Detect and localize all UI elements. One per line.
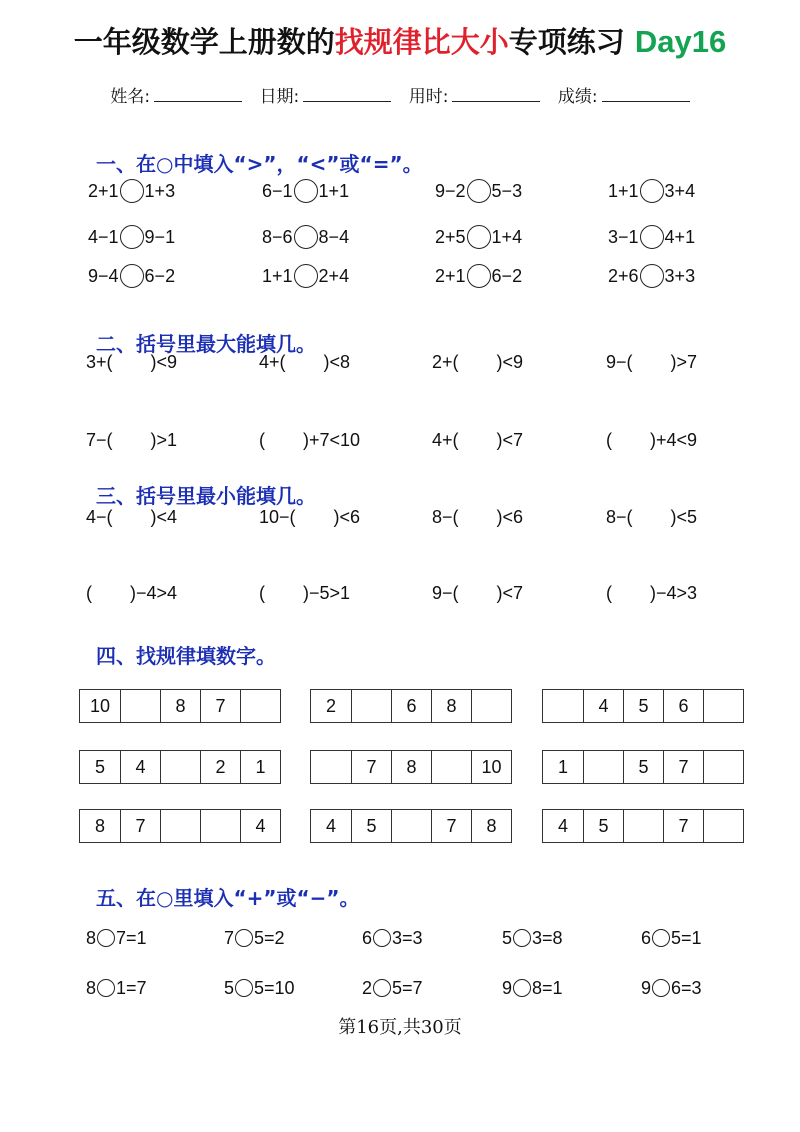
answer-circle[interactable] <box>120 179 144 203</box>
expression-before: ( <box>606 583 612 603</box>
operator-item <box>362 923 423 953</box>
operator-item <box>502 973 563 1003</box>
right-expression: 1+4 <box>491 227 523 247</box>
operator-circle[interactable] <box>652 979 670 997</box>
expression-before: 4+( <box>432 430 459 450</box>
number-sequence <box>542 809 744 843</box>
sequence-number-cell: 5 <box>623 751 663 783</box>
right-expression: 9−1 <box>144 227 176 247</box>
operator-circle[interactable] <box>373 929 391 947</box>
compare-item <box>88 261 175 291</box>
page-footer: 第16页,共30页 <box>338 1017 462 1038</box>
answer-circle[interactable] <box>640 264 664 288</box>
expression-before: ( <box>606 430 612 450</box>
expression-before: 10−( <box>259 507 296 527</box>
fill-in-item <box>432 502 523 532</box>
sequence-number-cell: 6 <box>663 690 703 722</box>
first-number: 5 <box>502 928 513 948</box>
left-expression: 4−1 <box>88 227 119 247</box>
expression-after: )−5>1 <box>303 583 351 603</box>
name-field[interactable]: 姓名: <box>110 87 242 107</box>
fill-in-item <box>432 578 523 608</box>
number-sequence <box>310 750 512 784</box>
expression-after: )−4>4 <box>130 583 178 603</box>
score-field[interactable]: 成绩: <box>558 87 690 107</box>
sequence-blank-cell[interactable] <box>471 690 511 722</box>
sequence-blank-cell[interactable] <box>703 751 743 783</box>
left-expression: 3−1 <box>608 227 639 247</box>
section-5-heading: 五、在○里填入“+”或“−”。 <box>96 886 360 910</box>
compare-item <box>435 176 522 206</box>
fill-in-item <box>432 347 523 377</box>
section-2-heading: 二、括号里最大能填几。 <box>96 332 316 356</box>
operator-circle[interactable] <box>235 929 253 947</box>
answer-circle[interactable] <box>467 264 491 288</box>
expression-after: )<9 <box>496 352 524 372</box>
section-3-heading: 三、括号里最小能填几。 <box>96 484 316 508</box>
first-number: 8 <box>86 978 97 998</box>
sequence-blank-cell[interactable] <box>120 690 160 722</box>
sequence-number-cell: 8 <box>391 751 431 783</box>
sequence-number-cell: 7 <box>351 751 391 783</box>
first-number: 6 <box>362 928 373 948</box>
first-number: 7 <box>224 928 235 948</box>
time-field[interactable]: 用时: <box>409 87 541 107</box>
compare-item <box>262 222 349 252</box>
sequence-number-cell: 4 <box>557 816 568 836</box>
operator-item <box>224 973 295 1003</box>
number-sequence <box>79 750 281 784</box>
first-number: 2 <box>362 978 373 998</box>
expression-after: )+4<9 <box>650 430 698 450</box>
sequence-blank-cell[interactable] <box>351 690 391 722</box>
equation-rest: 7=1 <box>116 928 147 948</box>
compare-item <box>435 222 522 252</box>
sequence-number-cell: 8 <box>160 690 200 722</box>
equation-rest: 5=1 <box>671 928 702 948</box>
expression-before: ( <box>86 583 92 603</box>
left-expression: 6−1 <box>262 181 293 201</box>
first-number: 6 <box>641 928 652 948</box>
first-number: 5 <box>224 978 235 998</box>
equation-rest: 6=3 <box>671 978 702 998</box>
expression-before: 9−( <box>432 583 459 603</box>
expression-before: 4−( <box>86 507 113 527</box>
answer-circle[interactable] <box>467 179 491 203</box>
title-highlight: 找规律比大小 <box>334 25 509 59</box>
answer-circle[interactable] <box>294 179 318 203</box>
right-expression: 3+4 <box>664 181 696 201</box>
sequence-number-cell: 7 <box>663 751 703 783</box>
operator-circle[interactable] <box>513 979 531 997</box>
left-expression: 2+1 <box>88 181 119 201</box>
sequence-blank-cell[interactable] <box>160 751 200 783</box>
expression-after: )<4 <box>150 507 178 527</box>
expression-before: 8−( <box>432 507 459 527</box>
sequence-number-cell: 5 <box>94 757 105 777</box>
sequence-blank-cell[interactable] <box>240 690 280 722</box>
expression-after: )+7<10 <box>303 430 361 450</box>
sequence-number-cell: 10 <box>89 696 111 716</box>
expression-before: 8−( <box>606 507 633 527</box>
sequence-number-cell: 7 <box>431 810 471 842</box>
number-sequence <box>79 689 281 723</box>
operator-circle[interactable] <box>97 929 115 947</box>
expression-before: 9−( <box>606 352 633 372</box>
sequence-number-cell: 7 <box>120 810 160 842</box>
sequence-number-cell: 1 <box>557 757 568 777</box>
sequence-number-cell: 7 <box>200 690 240 722</box>
number-sequence <box>310 809 512 843</box>
right-expression: 4+1 <box>664 227 696 247</box>
sequence-blank-cell[interactable] <box>583 751 623 783</box>
fill-in-item <box>86 425 177 455</box>
sequence-number-cell: 10 <box>471 751 511 783</box>
right-expression: 6−2 <box>491 266 523 286</box>
answer-circle[interactable] <box>120 264 144 288</box>
left-expression: 1+1 <box>608 181 639 201</box>
sequence-number-cell: 8 <box>471 810 511 842</box>
expression-before: 3+( <box>86 352 113 372</box>
left-expression: 1+1 <box>262 266 293 286</box>
right-expression: 8−4 <box>318 227 350 247</box>
fill-in-item <box>86 347 177 377</box>
expression-after: )>7 <box>670 352 698 372</box>
sequence-blank-cell[interactable] <box>311 751 351 783</box>
expression-after: )<8 <box>323 352 351 372</box>
expression-after: )−4>3 <box>650 583 698 603</box>
left-expression: 8−6 <box>262 227 293 247</box>
fill-in-item <box>606 502 697 532</box>
sequence-blank-cell[interactable] <box>200 810 240 842</box>
equation-rest: 3=8 <box>532 928 563 948</box>
left-expression: 9−4 <box>88 266 119 286</box>
section-1-heading: 一、在○中填入“>”，“<”或“=”。 <box>96 152 423 176</box>
right-expression: 3+3 <box>664 266 696 286</box>
expression-after: )<7 <box>496 583 524 603</box>
operator-item <box>641 973 702 1003</box>
title-day-label: Day16 <box>634 24 727 59</box>
fill-in-item <box>86 502 177 532</box>
fill-in-item <box>259 425 360 455</box>
right-expression: 2+4 <box>318 266 350 286</box>
right-expression: 5−3 <box>491 181 523 201</box>
fill-in-item <box>606 425 697 455</box>
expression-after: )<7 <box>496 430 524 450</box>
sequence-blank-cell[interactable] <box>160 810 200 842</box>
compare-item <box>608 222 695 252</box>
expression-before: ( <box>259 583 265 603</box>
equation-rest: 5=2 <box>254 928 285 948</box>
title-part-1: 一年级数学上册数的 <box>73 25 335 59</box>
right-expression: 1+3 <box>144 181 176 201</box>
sequence-number-cell: 8 <box>94 816 105 836</box>
number-sequence <box>79 809 281 843</box>
equation-rest: 8=1 <box>532 978 563 998</box>
operator-circle[interactable] <box>97 979 115 997</box>
equation-rest: 5=7 <box>392 978 423 998</box>
number-sequence <box>542 689 744 723</box>
operator-circle[interactable] <box>513 929 531 947</box>
expression-before: 2+( <box>432 352 459 372</box>
sequence-blank-cell[interactable] <box>703 690 743 722</box>
left-expression: 2+6 <box>608 266 639 286</box>
sequence-blank-cell[interactable] <box>623 810 663 842</box>
answer-circle[interactable] <box>640 225 664 249</box>
sequence-number-cell: 4 <box>583 690 623 722</box>
sequence-number-cell: 8 <box>431 690 471 722</box>
compare-item <box>608 261 695 291</box>
number-sequence <box>310 689 512 723</box>
title-part-3: 专项练习 <box>508 25 625 59</box>
first-number: 8 <box>86 928 97 948</box>
sequence-blank-cell[interactable] <box>431 751 471 783</box>
compare-item <box>88 176 175 206</box>
sequence-number-cell: 4 <box>120 751 160 783</box>
sequence-number-cell: 1 <box>240 751 280 783</box>
equation-rest: 3=3 <box>392 928 423 948</box>
sequence-number-cell: 4 <box>240 810 280 842</box>
expression-after: )>1 <box>150 430 178 450</box>
sequence-number-cell: 2 <box>325 696 336 716</box>
operator-item <box>641 923 702 953</box>
equation-rest: 1=7 <box>116 978 147 998</box>
sequence-number-cell: 5 <box>351 810 391 842</box>
compare-item <box>262 261 349 291</box>
operator-item <box>86 973 147 1003</box>
sequence-number-cell: 4 <box>325 816 336 836</box>
expression-after: )<5 <box>670 507 698 527</box>
expression-after: )<6 <box>496 507 524 527</box>
left-expression: 9−2 <box>435 181 466 201</box>
compare-item <box>88 222 175 252</box>
compare-item <box>435 261 522 291</box>
sequence-blank-cell[interactable] <box>543 690 583 722</box>
expression-before: 7−( <box>86 430 113 450</box>
fill-in-item <box>432 425 523 455</box>
section-4-heading: 四、找规律填数字。 <box>96 644 276 668</box>
fill-in-item <box>259 578 350 608</box>
fill-in-item <box>606 347 697 377</box>
first-number: 9 <box>641 978 652 998</box>
left-expression: 2+1 <box>435 266 466 286</box>
answer-circle[interactable] <box>640 179 664 203</box>
compare-item <box>262 176 349 206</box>
operator-item <box>86 923 147 953</box>
sequence-number-cell: 2 <box>200 751 240 783</box>
number-sequence <box>542 750 744 784</box>
sequence-number-cell: 5 <box>583 810 623 842</box>
answer-circle[interactable] <box>467 225 491 249</box>
expression-after: )<6 <box>333 507 361 527</box>
fill-in-item <box>259 502 360 532</box>
operator-circle[interactable] <box>373 979 391 997</box>
sequence-blank-cell[interactable] <box>703 810 743 842</box>
expression-before: ( <box>259 430 265 450</box>
fill-in-item <box>259 347 350 377</box>
fill-in-item <box>86 578 177 608</box>
right-expression: 1+1 <box>318 181 350 201</box>
equation-rest: 5=10 <box>254 978 295 998</box>
sequence-number-cell: 7 <box>663 810 703 842</box>
operator-circle[interactable] <box>652 929 670 947</box>
expression-before: 4+( <box>259 352 286 372</box>
sequence-number-cell: 6 <box>391 690 431 722</box>
answer-circle[interactable] <box>120 225 144 249</box>
operator-item <box>502 923 563 953</box>
sequence-number-cell: 5 <box>623 690 663 722</box>
answer-circle[interactable] <box>294 264 318 288</box>
expression-after: )<9 <box>150 352 178 372</box>
operator-item <box>224 923 285 953</box>
student-info-line <box>0 82 800 107</box>
answer-circle[interactable] <box>294 225 318 249</box>
first-number: 9 <box>502 978 513 998</box>
operator-item <box>362 973 423 1003</box>
right-expression: 6−2 <box>144 266 176 286</box>
fill-in-item <box>606 578 697 608</box>
compare-item <box>608 176 695 206</box>
date-field[interactable]: 日期: <box>260 87 392 107</box>
left-expression: 2+5 <box>435 227 466 247</box>
operator-circle[interactable] <box>235 979 253 997</box>
worksheet-title <box>0 20 800 61</box>
sequence-blank-cell[interactable] <box>391 810 431 842</box>
